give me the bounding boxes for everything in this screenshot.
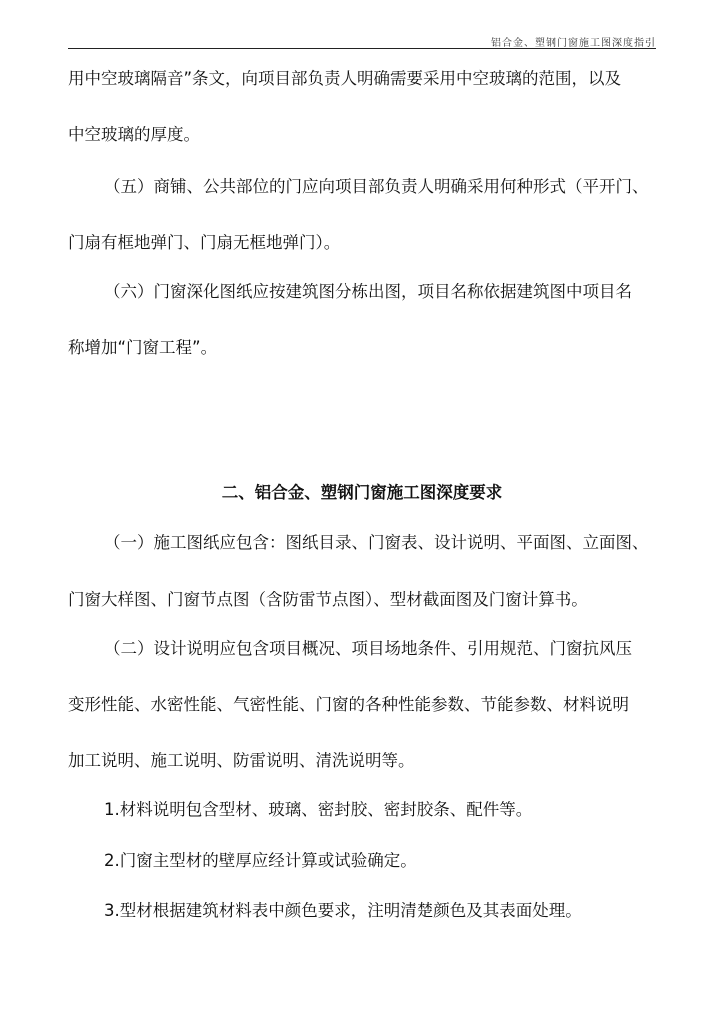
section-heading: 二、铝合金、塑钢门窗施工图深度要求 bbox=[221, 483, 503, 502]
body-line: （六）门窗深化图纸应按建筑图分栋出图，项目名称依据建筑图中项目名 bbox=[104, 282, 632, 301]
body-line: 变形性能、水密性能、气密性能、门窗的各种性能参数、节能参数、材料说明 bbox=[68, 695, 629, 714]
body-line: 加工说明、施工说明、防雷说明、清洗说明等。 bbox=[68, 751, 415, 770]
page-header bbox=[68, 30, 656, 49]
header-title: 铝合金、塑钢门窗施工图深度指引 bbox=[491, 38, 656, 49]
body-line: （一）施工图纸应包含：图纸目录、门窗表、设计说明、平面图、立面图、 bbox=[104, 533, 649, 552]
list-item: 2.门窗主型材的壁厚应经计算或试验确定。 bbox=[104, 851, 417, 870]
list-item: 3.型材根据建筑材料表中颜色要求，注明清楚颜色及其表面处理。 bbox=[104, 901, 582, 920]
body-line: 称增加“门窗工程”。 bbox=[68, 338, 218, 357]
body-line: （二）设计说明应包含项目概况、项目场地条件、引用规范、门窗抗风压 bbox=[104, 639, 632, 658]
list-item: 1.材料说明包含型材、玻璃、密封胶、密封胶条、配件等。 bbox=[104, 800, 533, 819]
body-line: 门扇有框地弹门、门扇无框地弹门）。 bbox=[68, 233, 341, 252]
body-line: 中空玻璃的厚度。 bbox=[68, 125, 200, 144]
body-line: （五）商铺、公共部位的门应向项目部负责人明确采用何种形式（平开门、 bbox=[104, 177, 649, 196]
body-line: 用中空玻璃隔音”条文，向项目部负责人明确需要采用中空玻璃的范围，以及 bbox=[68, 69, 622, 88]
body-line: 门窗大样图、门窗节点图（含防雷节点图）、型材截面图及门窗计算书。 bbox=[68, 590, 588, 609]
